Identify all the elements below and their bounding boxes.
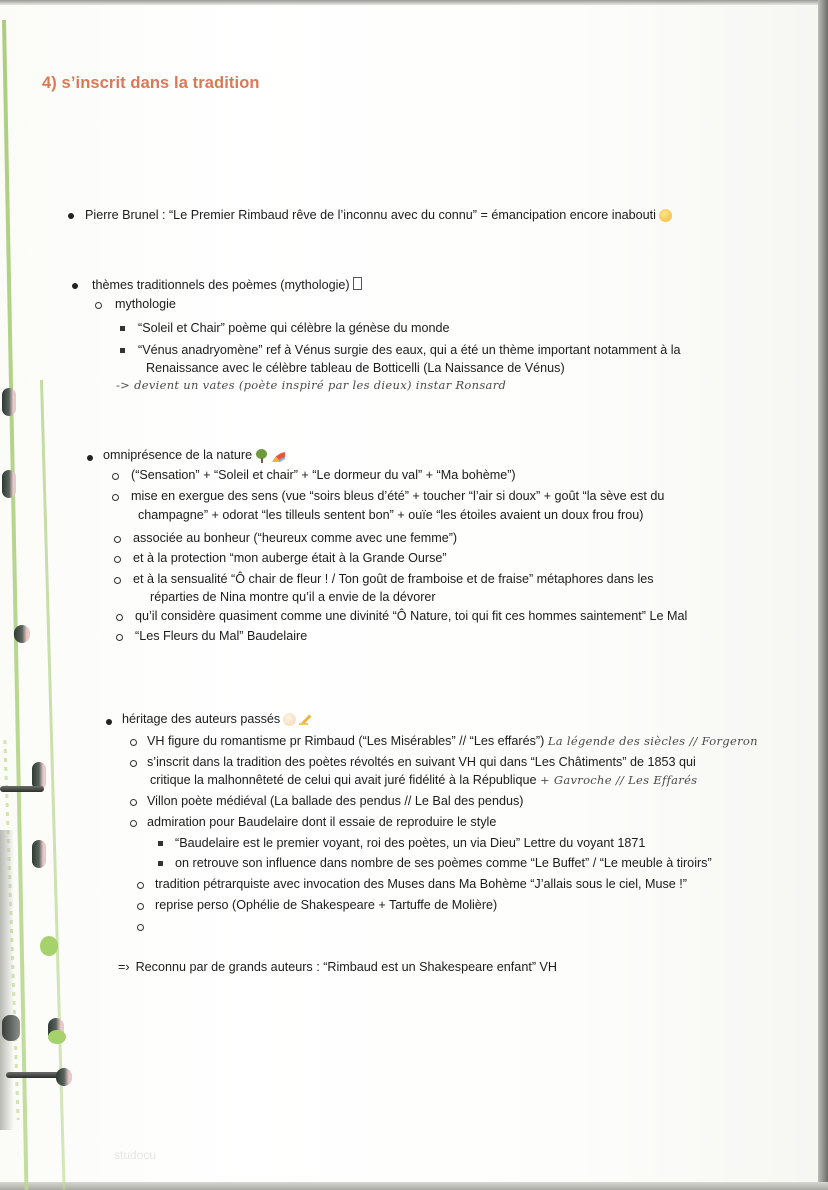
- themes-heading-text: thèmes traditionnels des poèmes (mythologie): [92, 278, 350, 292]
- list-item-text: VH figure du romantisme pr Rimbaud (“Les Misérables” // “Les effarés”): [147, 734, 545, 748]
- bullet-circle: [114, 577, 121, 584]
- themes-heading: [92, 276, 362, 294]
- paper-bottom-edge: [0, 1182, 828, 1190]
- bullet-circle-empty: [137, 924, 144, 931]
- list-item: “Baudelaire est le premier voyant, roi des poètes, un via Dieu” Lettre du voyant 1871: [175, 836, 646, 850]
- sleeve-hole: [48, 1030, 66, 1044]
- rainbow-icon: [271, 450, 285, 462]
- bullet-circle: [130, 739, 137, 746]
- writing-hand-icon: [299, 713, 312, 726]
- section-title: 4) s’inscrit dans la tradition: [42, 74, 260, 92]
- binder-ring-icon: [2, 1015, 20, 1041]
- watermark: studocu: [114, 1148, 157, 1162]
- page-shadow: [0, 830, 14, 1130]
- brunel-text: Pierre Brunel : “Le Premier Rimbaud rêve de l’inconnu avec du connu” = émancipation encore inabouti: [85, 208, 656, 222]
- list-item: s’inscrit dans la tradition des poètes révoltés en suivant VH qui dans “Les Châtiments” de 1853 qui: [147, 755, 696, 769]
- list-item: et à la sensualité “Ô chair de fleur ! / Ton goût de framboise et de fraise” métaphores dans les: [133, 572, 654, 586]
- list-item: qu’il considère quasiment comme une divinité “Ô Nature, toi qui fit ces hommes saintement” Le Mal: [135, 609, 688, 623]
- bullet-square: [120, 326, 125, 331]
- heritage-heading-text: héritage des auteurs passés: [122, 712, 281, 726]
- conclusion: [118, 958, 557, 976]
- list-item-continuation: champagne” + odorat “les tilleuls sentent bon” + ouïe “les étoiles avaient un doux frou frou): [138, 508, 644, 522]
- list-item: “Les Fleurs du Mal” Baudelaire: [135, 629, 308, 643]
- bullet-disc: [87, 455, 93, 461]
- list-item-continuation: [150, 771, 697, 789]
- bullet-circle: [112, 494, 119, 501]
- list-item: et à la protection “mon auberge était à la Grande Ourse”: [133, 551, 447, 565]
- list-item-continuation: réparties de Nina montre qu’il a envie de la dévorer: [150, 590, 436, 604]
- list-item: (“Sensation” + “Soleil et chair” + “Le dormeur du val” + “Ma bohème”): [131, 468, 516, 482]
- list-item: tradition pétrarquiste avec invocation des Muses dans Ma Bohème “J’allais sous le ciel, Muse !”: [155, 877, 687, 891]
- tree-icon: [255, 449, 268, 463]
- bullet-circle: [114, 536, 121, 543]
- face-icon: [283, 713, 296, 726]
- handwritten-note: + Gavroche // Les Effarés: [539, 773, 698, 787]
- bullet-circle: [116, 634, 123, 641]
- list-item: “Vénus anadryomène” ref à Vénus surgie des eaux, qui a été un thème important notamment à la: [138, 343, 681, 357]
- bullet-disc: [68, 213, 74, 219]
- bullet-circle: [130, 760, 137, 767]
- bullet-circle: [137, 882, 144, 889]
- bullet-circle: [137, 903, 144, 910]
- bullet-circle: [116, 614, 123, 621]
- bullet-square: [158, 841, 163, 846]
- bullet-disc: [72, 283, 78, 289]
- binder-ring-icon: [2, 388, 16, 416]
- binder-ring-bar: [0, 786, 44, 792]
- list-item: [147, 732, 758, 750]
- handwritten-note: -> devient un vates (poète inspiré par les dieux) instar Ronsard: [116, 378, 507, 392]
- sleeve-hole: [40, 936, 58, 956]
- list-item-continuation: Renaissance avec le célèbre tableau de Botticelli (La Naissance de Vénus): [146, 361, 565, 375]
- binder-ring-icon: [14, 625, 30, 643]
- nature-heading: [103, 446, 285, 464]
- nature-heading-text: omniprésence de la nature: [103, 448, 253, 462]
- conclusion-text: Reconnu par de grands auteurs : “Rimbaud est un Shakespeare enfant” VH: [135, 960, 558, 974]
- binder-ring-icon: [2, 470, 16, 498]
- missing-glyph-icon: [353, 277, 362, 290]
- bullet-square: [158, 861, 163, 866]
- paper-right-edge: [818, 0, 828, 1190]
- bullet-circle: [95, 302, 102, 309]
- handwritten-note: La légende des siècles // Forgeron: [547, 734, 758, 748]
- list-item: on retrouve son influence dans nombre de ses poèmes comme “Le Buffet” / “Le meuble à tiroirs”: [175, 856, 712, 870]
- bullet-circle: [130, 820, 137, 827]
- list-item: mise en exergue des sens (vue “soirs bleus d’été” + toucher “l’air si doux” + goût “la sève est du: [131, 489, 665, 503]
- bullet-circle: [114, 556, 121, 563]
- mythologie-label: mythologie: [115, 297, 176, 311]
- bullet-disc: [106, 719, 112, 725]
- arrow-icon: =›: [118, 960, 130, 974]
- list-item-text: critique la malhonnêteté de celui qui avait juré fidélité à la République: [150, 773, 537, 787]
- list-item: reprise perso (Ophélie de Shakespeare + Tartuffe de Molière): [155, 898, 498, 912]
- list-item: associée au bonheur (“heureux comme avec une femme”): [133, 531, 458, 545]
- bullet-circle: [130, 799, 137, 806]
- list-item: admiration pour Baudelaire dont il essaie de reproduire le style: [147, 815, 497, 829]
- binder-ring-icon: [32, 840, 46, 868]
- list-item: “Soleil et Chair” poème qui célèbre la génèse du monde: [138, 321, 450, 335]
- bullet-circle: [112, 473, 119, 480]
- bullet-square: [120, 348, 125, 353]
- heritage-heading: [122, 710, 312, 728]
- binder-ring-icon: [56, 1068, 72, 1086]
- list-item: Villon poète médiéval (La ballade des pendus // Le Bal des pendus): [147, 794, 524, 808]
- pensive-face-icon: [659, 209, 672, 222]
- brunel-quote: [85, 206, 672, 224]
- paper-top-edge: [0, 0, 828, 5]
